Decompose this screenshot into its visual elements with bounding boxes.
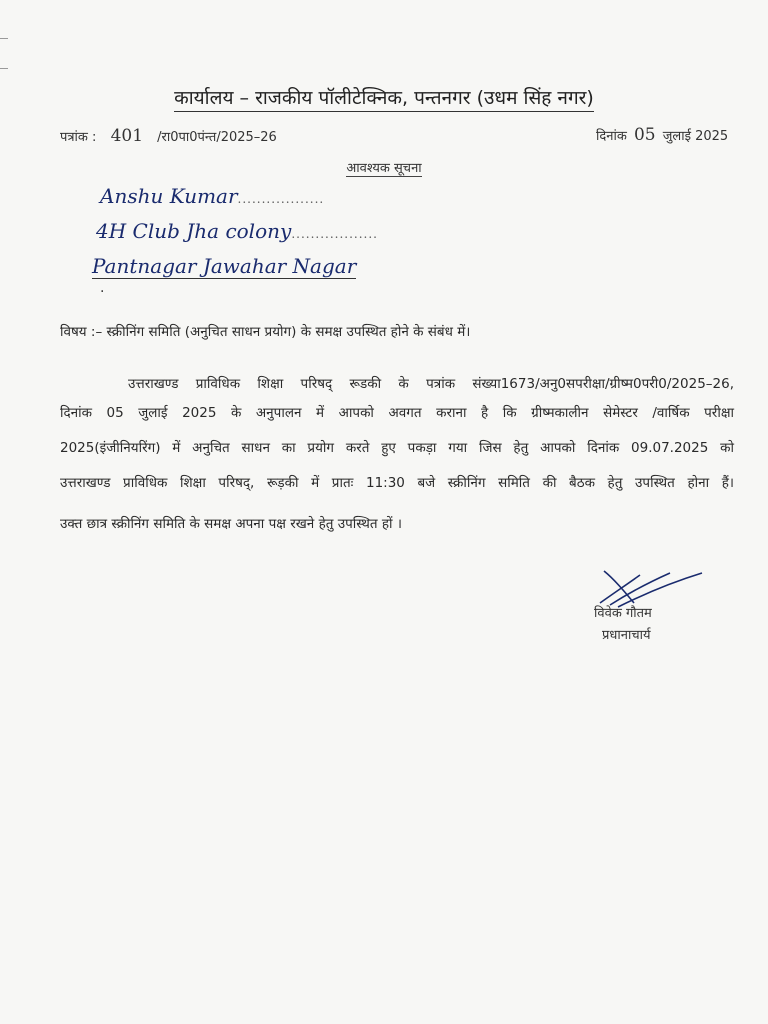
date-month-year: जुलाई 2025 xyxy=(662,129,729,144)
letterhead-title: कार्यालय – राजकीय पॉलीटेक्निक, पन्तनगर (उधम सिंह नगर) xyxy=(174,87,594,112)
addressee-address-line2 xyxy=(92,254,356,278)
body-line-2: दिनांक 05 जुलाई 2025 के अनुपालन में आपको अवगत कराना है कि ग्रीष्मकालीन सेमेस्टर /वार्षिक परीक्षा xyxy=(60,405,734,421)
reference-handwritten-number: 401 xyxy=(110,126,144,146)
reference-label: पत्रांक : xyxy=(60,130,97,145)
addressee-address-line1 xyxy=(96,219,378,243)
date-handwritten-day: 05 xyxy=(633,125,656,145)
filler-dots: .................. xyxy=(237,192,325,206)
signatory-name: विवेक गौतम xyxy=(594,606,652,621)
filler-dots: .................. xyxy=(291,227,378,241)
reference-number xyxy=(60,126,277,146)
letter-subject: विषय :– स्क्रीनिंग समिति (अनुचित साधन प्रयोग) के समक्ष उपस्थित होने के संबंध में। xyxy=(60,324,471,340)
office-letterhead xyxy=(0,84,768,110)
addressee-address-line2-text: Pantnagar Jawahar Nagar xyxy=(92,254,357,278)
punch-mark xyxy=(0,38,8,39)
notice-heading xyxy=(0,158,768,176)
addressee-bullet: . xyxy=(100,280,105,296)
reference-suffix: /रा0पा0पंन्त/2025–26 xyxy=(157,130,277,145)
addressee-address-line1-text: 4H Club Jha colony xyxy=(96,219,292,243)
punch-mark xyxy=(0,68,8,69)
addressee-name-text: Anshu Kumar xyxy=(100,184,238,208)
body-line-3: 2025(इंजीनियरिंग) में अनुचित साधन का प्रयोग करते हुए पकड़ा गया जिस हेतु आपको दिनांक 09.07.2025 को xyxy=(60,440,734,456)
body-line-5: उक्त छात्र स्क्रीनिंग समिति के समक्ष अपना पक्ष रखने हेतु उपस्थित हों । xyxy=(60,516,402,532)
addressee-name xyxy=(100,184,324,208)
date-label: दिनांक xyxy=(596,129,627,144)
notice-heading-text: आवश्यक सूचना xyxy=(346,161,422,176)
letter-date xyxy=(596,125,728,145)
body-line-1: उत्तराखण्ड प्राविधिक शिक्षा परिषद् रूडकी के पत्रांक संख्या1673/अनु0सपरीक्षा/ग्रीष्म0परी0/2025–26, xyxy=(128,376,734,392)
body-line-4: उत्तराखण्ड प्राविधिक शिक्षा परिषद्, रूड़की में प्रातः 11:30 बजे स्क्रीनिंग समिति की बैठक हेतु उपस्थित होना हैं। xyxy=(60,475,734,491)
signatory-designation: प्रधानाचार्य xyxy=(602,628,651,643)
